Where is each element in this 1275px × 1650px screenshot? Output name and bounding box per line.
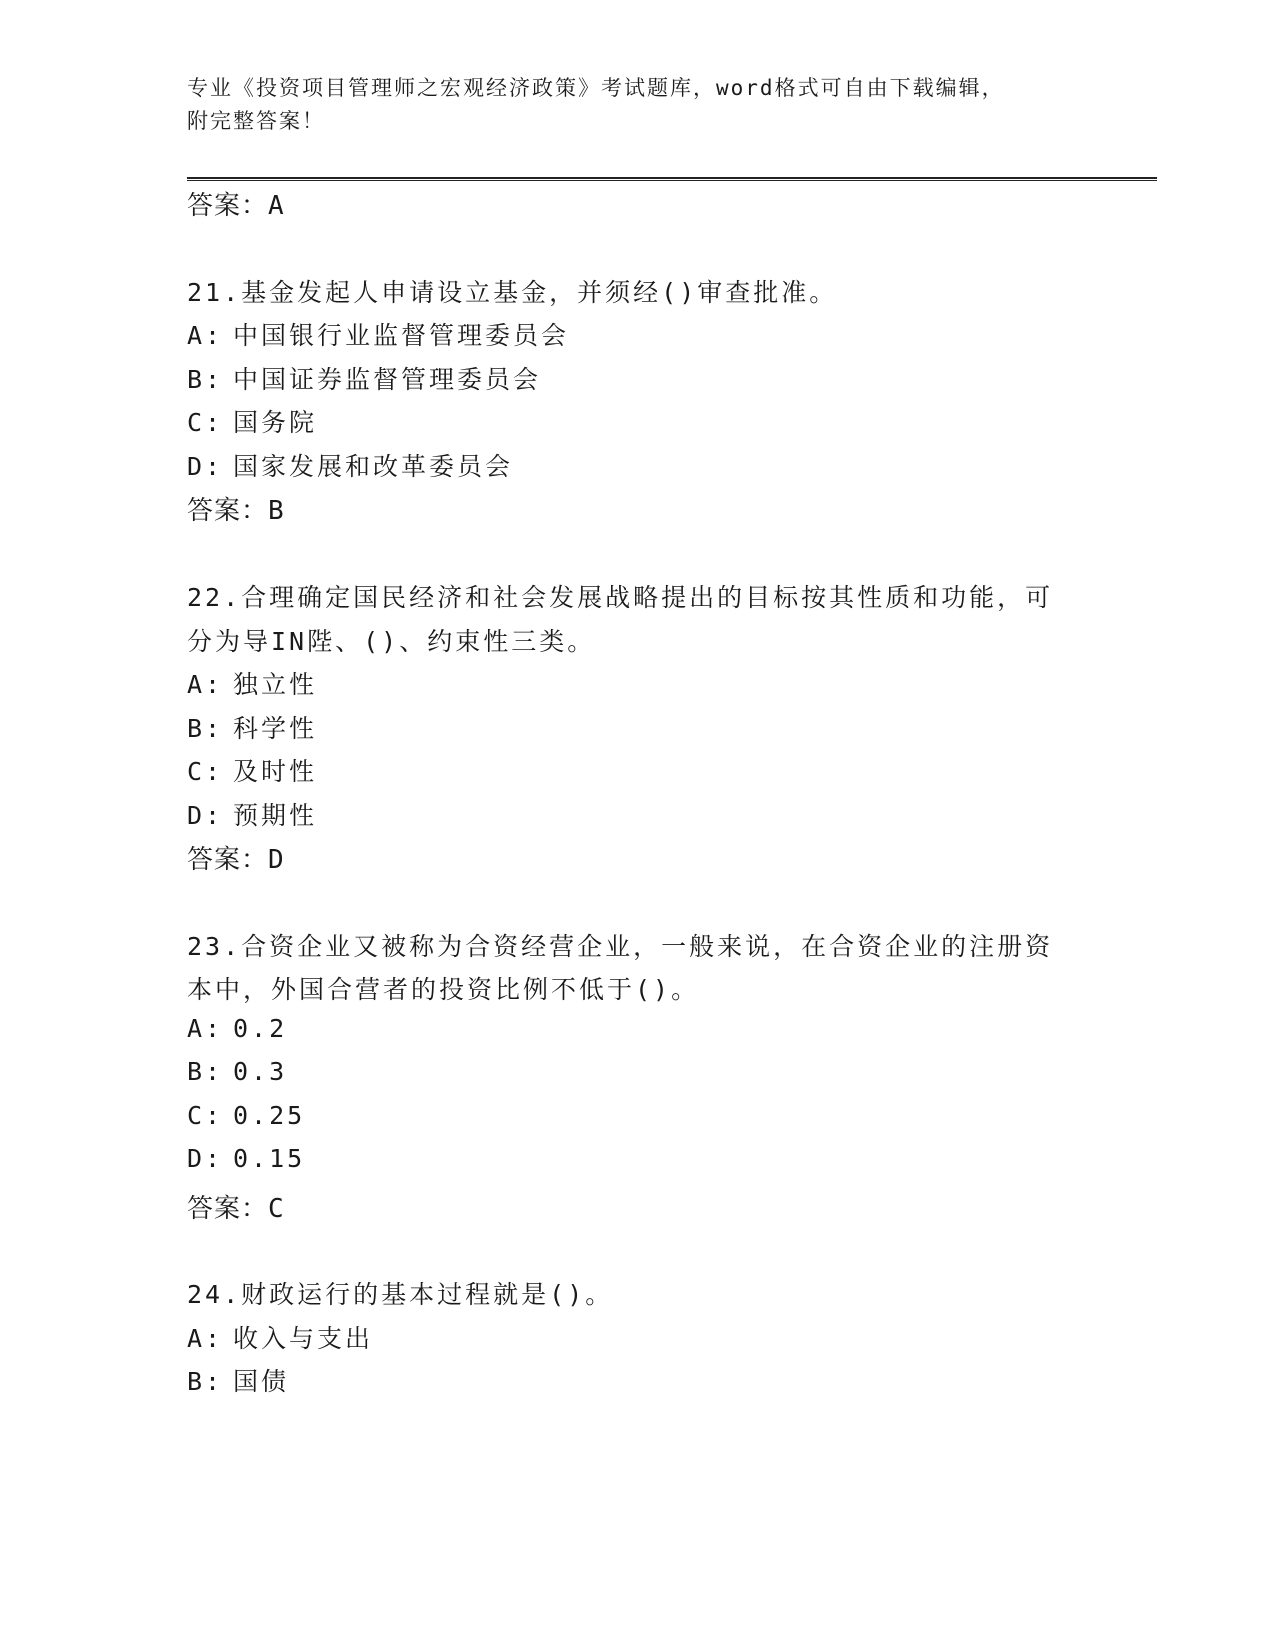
option-a: [187, 665, 317, 701]
option-c: [187, 403, 317, 439]
option-label: C:: [187, 408, 224, 437]
option-label: A:: [187, 670, 224, 699]
header-divider: [187, 177, 1157, 181]
option-d: [187, 447, 513, 483]
option-text: 0.2: [233, 1014, 288, 1043]
option-label: B:: [187, 714, 224, 743]
option-text: 0.3: [233, 1057, 288, 1086]
question-stem: 23.合资企业又被称为合资经营企业，一般来说，在合资企业的注册资: [187, 932, 1054, 961]
option-text: 中国银行业监督管理委员会: [233, 321, 570, 350]
question-stem-continued: 本中，外国合营者的投资比例不低于()。: [187, 975, 700, 1004]
answer-value: A: [268, 191, 285, 221]
option-text: 国务院: [233, 408, 318, 437]
option-label: B:: [187, 1367, 224, 1396]
document-header: [187, 72, 1067, 138]
option-d: [187, 796, 317, 832]
option-b: [187, 1362, 289, 1398]
option-text: 收入与支出: [233, 1324, 374, 1353]
option-c: [187, 752, 317, 788]
option-text: 科学性: [233, 714, 318, 743]
option-text: 0.25: [233, 1101, 306, 1130]
option-text: 中国证券监督管理委员会: [233, 365, 542, 394]
option-text: 独立性: [233, 670, 318, 699]
option-label: A:: [187, 1324, 224, 1353]
option-label: C:: [187, 757, 224, 786]
option-label: A:: [187, 321, 224, 350]
option-c: [187, 1101, 305, 1130]
answer-label: 答案：: [187, 496, 269, 526]
option-text: 0.15: [233, 1144, 306, 1173]
answer-line: [187, 490, 285, 527]
header-line-2: 附完整答案！: [187, 109, 325, 133]
answer-label: 答案：: [187, 191, 269, 221]
option-b: [187, 1057, 287, 1086]
answer-line: [187, 185, 285, 222]
answer-value: C: [268, 1194, 285, 1224]
option-text: 及时性: [233, 757, 318, 786]
question-stem-continued: 分为导IN陛、()、约束性三类。: [187, 627, 596, 656]
option-text: 国债: [233, 1367, 290, 1396]
answer-line: [187, 1188, 285, 1225]
answer-value: B: [268, 496, 285, 526]
answer-line: [187, 839, 285, 876]
option-label: C:: [187, 1101, 224, 1130]
question-stem: 22.合理确定国民经济和社会发展战略提出的目标按其性质和功能，可: [187, 583, 1054, 612]
header-line-1: 专业《投资项目管理师之宏观经济政策》考试题库，word格式可自由下载编辑，: [187, 76, 1005, 100]
question-stem: 24.财政运行的基本过程就是()。: [187, 1280, 614, 1309]
answer-label: 答案：: [187, 845, 269, 875]
option-text: 国家发展和改革委员会: [233, 452, 514, 481]
option-a: [187, 316, 569, 352]
option-label: A:: [187, 1014, 224, 1043]
option-a: [187, 1319, 373, 1355]
question-stem: 21.基金发起人申请设立基金，并须经()审查批准。: [187, 278, 838, 307]
document-page: [187, 0, 1157, 1650]
answer-label: 答案：: [187, 1194, 269, 1224]
option-label: D:: [187, 1144, 224, 1173]
option-label: B:: [187, 1057, 224, 1086]
option-label: D:: [187, 801, 224, 830]
option-label: D:: [187, 452, 224, 481]
option-text: 预期性: [233, 801, 318, 830]
answer-value: D: [268, 845, 285, 875]
option-label: B:: [187, 365, 224, 394]
option-b: [187, 360, 541, 396]
option-a: [187, 1014, 287, 1043]
option-b: [187, 709, 317, 745]
option-d: [187, 1144, 305, 1173]
